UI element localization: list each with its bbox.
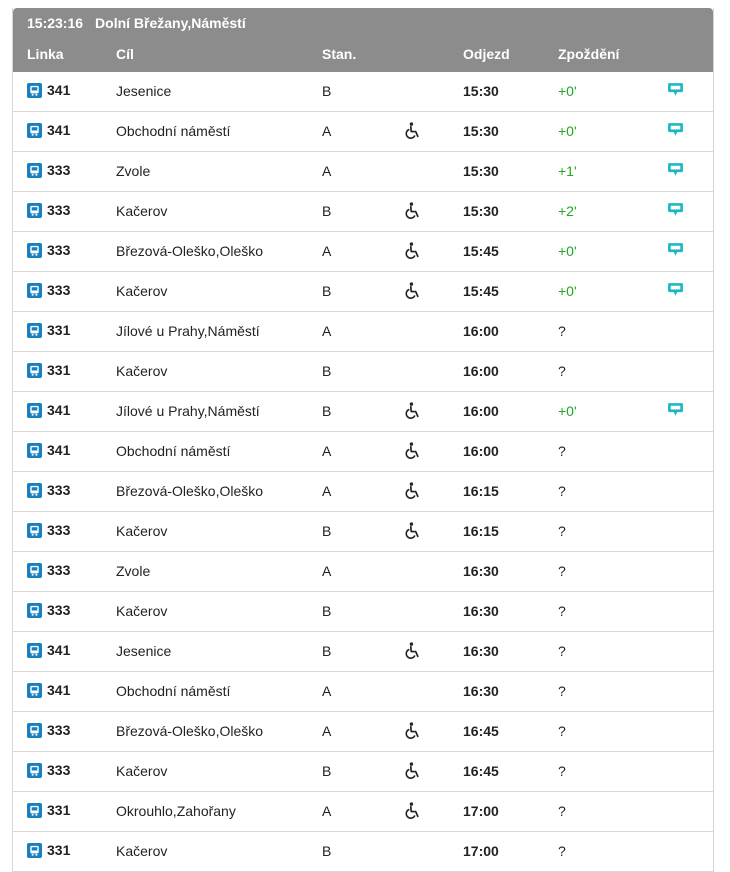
- departure-row: [13, 712, 713, 752]
- line-number: 333: [47, 162, 71, 178]
- line-number: 333: [47, 522, 71, 538]
- departure-time: 16:30: [463, 563, 499, 579]
- destination: Obchodní náměstí: [116, 443, 231, 459]
- stop-platform: A: [322, 243, 332, 259]
- departure-list: [13, 72, 713, 872]
- destination: Obchodní náměstí: [116, 683, 231, 699]
- departure-time: 15:45: [463, 243, 499, 259]
- destination: Jesenice: [116, 83, 172, 99]
- departure-row: [13, 432, 713, 472]
- line-cell: [27, 162, 70, 178]
- destination: Zvole: [116, 163, 151, 179]
- line-number: 333: [47, 562, 71, 578]
- line-number: 333: [47, 482, 71, 498]
- line-cell: [27, 482, 70, 498]
- bus-line-icon: [27, 443, 42, 458]
- column-header-stop: Stan.: [322, 46, 357, 62]
- departure-time: 16:15: [463, 483, 499, 499]
- destination: Jílové u Prahy,Náměstí: [116, 323, 260, 339]
- departure-time: 17:00: [463, 843, 499, 859]
- departure-time: 15:30: [463, 83, 499, 99]
- line-number: 331: [47, 322, 71, 338]
- destination: Kačerov: [116, 203, 168, 219]
- delay: ?: [558, 843, 566, 859]
- column-header-destination: Cíl: [116, 46, 134, 62]
- line-number: 341: [47, 642, 71, 658]
- destination: Kačerov: [116, 523, 168, 539]
- bus-line-icon: [27, 683, 42, 698]
- wheelchair-icon: [404, 122, 421, 142]
- stop-platform: B: [322, 283, 332, 299]
- wheelchair-icon: [404, 202, 421, 222]
- line-number: 333: [47, 202, 71, 218]
- stop-platform: A: [322, 483, 332, 499]
- departure-time: 16:15: [463, 523, 499, 539]
- departure-row: [13, 792, 713, 832]
- destination: Kačerov: [116, 363, 168, 379]
- line-number: 331: [47, 802, 71, 818]
- line-cell: [27, 242, 70, 258]
- departure-row: [13, 392, 713, 432]
- destination: Okrouhlo,Zahořany: [116, 803, 236, 819]
- line-number: 333: [47, 282, 71, 298]
- wheelchair-icon: [404, 282, 421, 302]
- departure-row: [13, 272, 713, 312]
- line-cell: [27, 602, 70, 618]
- destination: Kačerov: [116, 283, 168, 299]
- bus-line-icon: [27, 163, 42, 178]
- info-message-icon[interactable]: [667, 122, 684, 142]
- departure-row: [13, 752, 713, 792]
- line-number: 341: [47, 682, 71, 698]
- wheelchair-icon: [404, 442, 421, 462]
- line-cell: [27, 682, 70, 698]
- delay: ?: [558, 483, 566, 499]
- bus-line-icon: [27, 83, 42, 98]
- wheelchair-icon: [404, 642, 421, 662]
- bus-line-icon: [27, 763, 42, 778]
- bus-line-icon: [27, 603, 42, 618]
- departure-row: [13, 672, 713, 712]
- line-number: 341: [47, 402, 71, 418]
- departure-time: 16:00: [463, 403, 499, 419]
- departure-row: [13, 472, 713, 512]
- departure-time: 15:30: [463, 203, 499, 219]
- line-number: 333: [47, 242, 71, 258]
- bus-line-icon: [27, 123, 42, 138]
- stop-platform: A: [322, 123, 332, 139]
- line-cell: [27, 642, 70, 658]
- wheelchair-icon: [404, 802, 421, 822]
- board-title-bar: [13, 8, 713, 38]
- departure-row: [13, 152, 713, 192]
- column-header-line: Linka: [27, 46, 64, 62]
- departure-row: [13, 592, 713, 632]
- bus-line-icon: [27, 483, 42, 498]
- departure-row: [13, 552, 713, 592]
- line-cell: [27, 322, 70, 338]
- destination: Zvole: [116, 563, 151, 579]
- bus-line-icon: [27, 363, 42, 378]
- departure-time: 16:00: [463, 323, 499, 339]
- stop-platform: B: [322, 83, 332, 99]
- delay: ?: [558, 323, 566, 339]
- column-header-departure: Odjezd: [463, 46, 510, 62]
- wheelchair-icon: [404, 762, 421, 782]
- departure-time: 16:45: [463, 763, 499, 779]
- line-number: 331: [47, 842, 71, 858]
- bus-line-icon: [27, 523, 42, 538]
- departure-row: [13, 632, 713, 672]
- delay: ?: [558, 603, 566, 619]
- stop-platform: A: [322, 723, 332, 739]
- wheelchair-icon: [404, 402, 421, 422]
- bus-line-icon: [27, 283, 42, 298]
- departure-row: [13, 112, 713, 152]
- departure-time: 16:45: [463, 723, 499, 739]
- line-number: 331: [47, 362, 71, 378]
- destination: Jílové u Prahy,Náměstí: [116, 403, 260, 419]
- info-message-icon[interactable]: [667, 162, 684, 182]
- wheelchair-icon: [404, 482, 421, 502]
- departure-time: 16:00: [463, 443, 499, 459]
- info-message-icon[interactable]: [667, 282, 684, 302]
- delay: +0': [558, 283, 577, 299]
- column-header-row: [13, 38, 713, 72]
- info-message-icon[interactable]: [667, 82, 684, 102]
- stop-platform: B: [322, 843, 332, 859]
- line-cell: [27, 82, 70, 98]
- delay: ?: [558, 643, 566, 659]
- departure-row: [13, 352, 713, 392]
- current-time: 15:23:16: [27, 15, 84, 31]
- departure-row: [13, 192, 713, 232]
- delay: ?: [558, 443, 566, 459]
- departure-time: 15:30: [463, 123, 499, 139]
- departure-time: 16:30: [463, 683, 499, 699]
- line-cell: [27, 562, 70, 578]
- line-number: 333: [47, 602, 71, 618]
- stop-platform: A: [322, 563, 332, 579]
- delay: +0': [558, 123, 577, 139]
- wheelchair-icon: [404, 522, 421, 542]
- line-cell: [27, 122, 70, 138]
- delay: +0': [558, 403, 577, 419]
- info-message-icon[interactable]: [667, 242, 684, 262]
- line-cell: [27, 762, 70, 778]
- line-number: 333: [47, 722, 71, 738]
- bus-line-icon: [27, 403, 42, 418]
- delay: ?: [558, 763, 566, 779]
- stop-platform: B: [322, 643, 332, 659]
- line-cell: [27, 402, 70, 418]
- stop-platform: B: [322, 363, 332, 379]
- bus-line-icon: [27, 643, 42, 658]
- destination: Kačerov: [116, 603, 168, 619]
- line-cell: [27, 202, 70, 218]
- stop-platform: A: [322, 683, 332, 699]
- line-cell: [27, 362, 70, 378]
- stop-platform: A: [322, 163, 332, 179]
- stop-platform: B: [322, 763, 332, 779]
- destination: Jesenice: [116, 643, 172, 659]
- delay: ?: [558, 683, 566, 699]
- departure-time: 15:45: [463, 283, 499, 299]
- delay: +2': [558, 203, 577, 219]
- departure-time: 15:30: [463, 163, 499, 179]
- info-message-icon[interactable]: [667, 202, 684, 222]
- line-number: 341: [47, 442, 71, 458]
- column-header-delay: Zpoždění: [558, 46, 620, 62]
- line-number: 341: [47, 82, 71, 98]
- delay: ?: [558, 523, 566, 539]
- line-number: 341: [47, 122, 71, 138]
- delay: +0': [558, 83, 577, 99]
- line-cell: [27, 802, 70, 818]
- departure-row: [13, 72, 713, 112]
- departure-board: [12, 8, 714, 872]
- bus-line-icon: [27, 243, 42, 258]
- destination: Kačerov: [116, 843, 168, 859]
- stop-platform: B: [322, 523, 332, 539]
- line-cell: [27, 522, 70, 538]
- destination: Březová-Oleško,Oleško: [116, 243, 264, 259]
- bus-line-icon: [27, 843, 42, 858]
- departure-row: [13, 832, 713, 872]
- line-cell: [27, 282, 70, 298]
- station-name: Dolní Břežany,Náměstí: [95, 15, 246, 31]
- departure-row: [13, 512, 713, 552]
- bus-line-icon: [27, 803, 42, 818]
- departure-row: [13, 232, 713, 272]
- delay: +0': [558, 243, 577, 259]
- wheelchair-icon: [404, 722, 421, 742]
- bus-line-icon: [27, 563, 42, 578]
- departure-time: 16:00: [463, 363, 499, 379]
- delay: ?: [558, 803, 566, 819]
- bus-line-icon: [27, 203, 42, 218]
- destination: Březová-Oleško,Oleško: [116, 723, 264, 739]
- info-message-icon[interactable]: [667, 402, 684, 422]
- line-cell: [27, 842, 70, 858]
- stop-platform: B: [322, 603, 332, 619]
- delay: ?: [558, 563, 566, 579]
- delay: +1': [558, 163, 577, 179]
- departure-time: 16:30: [463, 603, 499, 619]
- wheelchair-icon: [404, 242, 421, 262]
- destination: Kačerov: [116, 763, 168, 779]
- line-cell: [27, 722, 70, 738]
- departure-time: 16:30: [463, 643, 499, 659]
- delay: ?: [558, 363, 566, 379]
- departure-row: [13, 312, 713, 352]
- stop-platform: A: [322, 803, 332, 819]
- destination: Březová-Oleško,Oleško: [116, 483, 264, 499]
- delay: ?: [558, 723, 566, 739]
- stop-platform: B: [322, 403, 332, 419]
- stop-platform: A: [322, 443, 332, 459]
- line-number: 333: [47, 762, 71, 778]
- stop-platform: B: [322, 203, 332, 219]
- bus-line-icon: [27, 723, 42, 738]
- departure-time: 17:00: [463, 803, 499, 819]
- bus-line-icon: [27, 323, 42, 338]
- line-cell: [27, 442, 70, 458]
- destination: Obchodní náměstí: [116, 123, 231, 139]
- stop-platform: A: [322, 323, 332, 339]
